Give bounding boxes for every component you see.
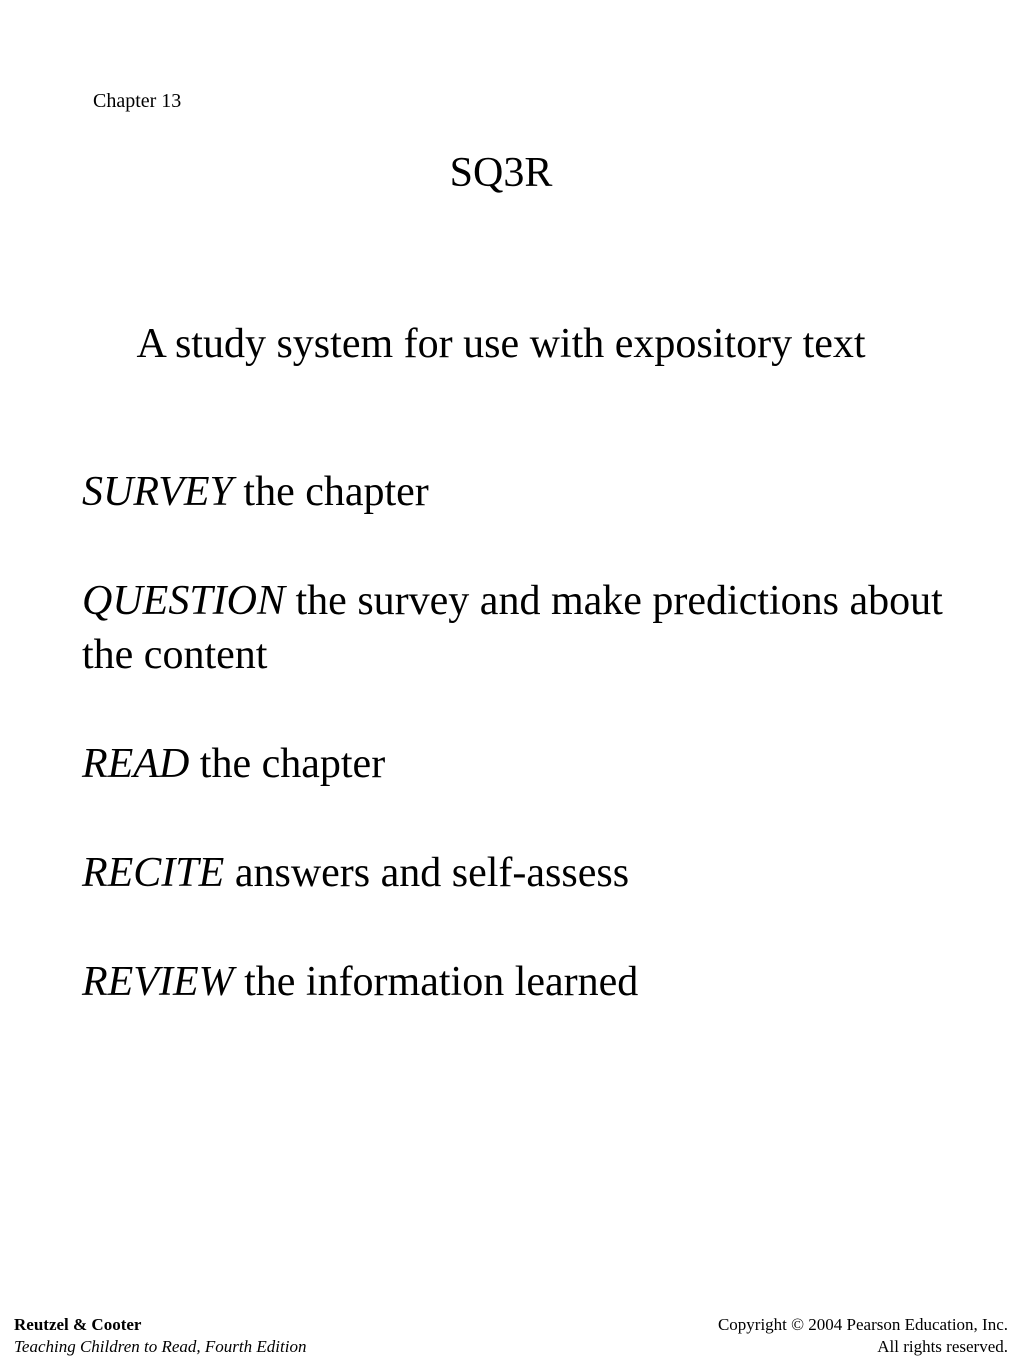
chapter-label: Chapter 13 xyxy=(93,90,182,112)
footer-authors: Reutzel & Cooter xyxy=(14,1315,142,1334)
step-text: the chapter xyxy=(232,469,429,515)
step-text: the information learned xyxy=(233,959,639,1005)
copyright-notice: Copyright © 2004 Pearson Education, Inc. xyxy=(717,1315,1008,1334)
footer-book-title: Teaching Children to Read, Fourth Edition xyxy=(14,1337,307,1356)
step-keyword: QUESTION xyxy=(82,578,286,624)
footer-credits xyxy=(14,1314,306,1358)
step-keyword: REVIEW xyxy=(82,959,234,1005)
step-read xyxy=(82,737,982,791)
rights-notice: All rights reserved. xyxy=(877,1337,1008,1356)
step-review xyxy=(82,955,982,1009)
slide-title: SQ3R xyxy=(449,150,553,196)
step-text: the survey and make predictions about the content xyxy=(82,578,943,678)
step-question xyxy=(82,574,982,682)
step-recite xyxy=(82,846,982,900)
step-survey xyxy=(82,465,982,519)
step-keyword: RECITE xyxy=(82,850,225,896)
footer-copyright xyxy=(718,1314,1008,1358)
step-keyword: READ xyxy=(82,741,190,787)
step-text: the chapter xyxy=(189,741,386,787)
step-text: answers and self-assess xyxy=(224,850,630,896)
slide-subtitle: A study system for use with expository text xyxy=(136,321,866,367)
step-keyword: SURVEY xyxy=(82,469,233,515)
